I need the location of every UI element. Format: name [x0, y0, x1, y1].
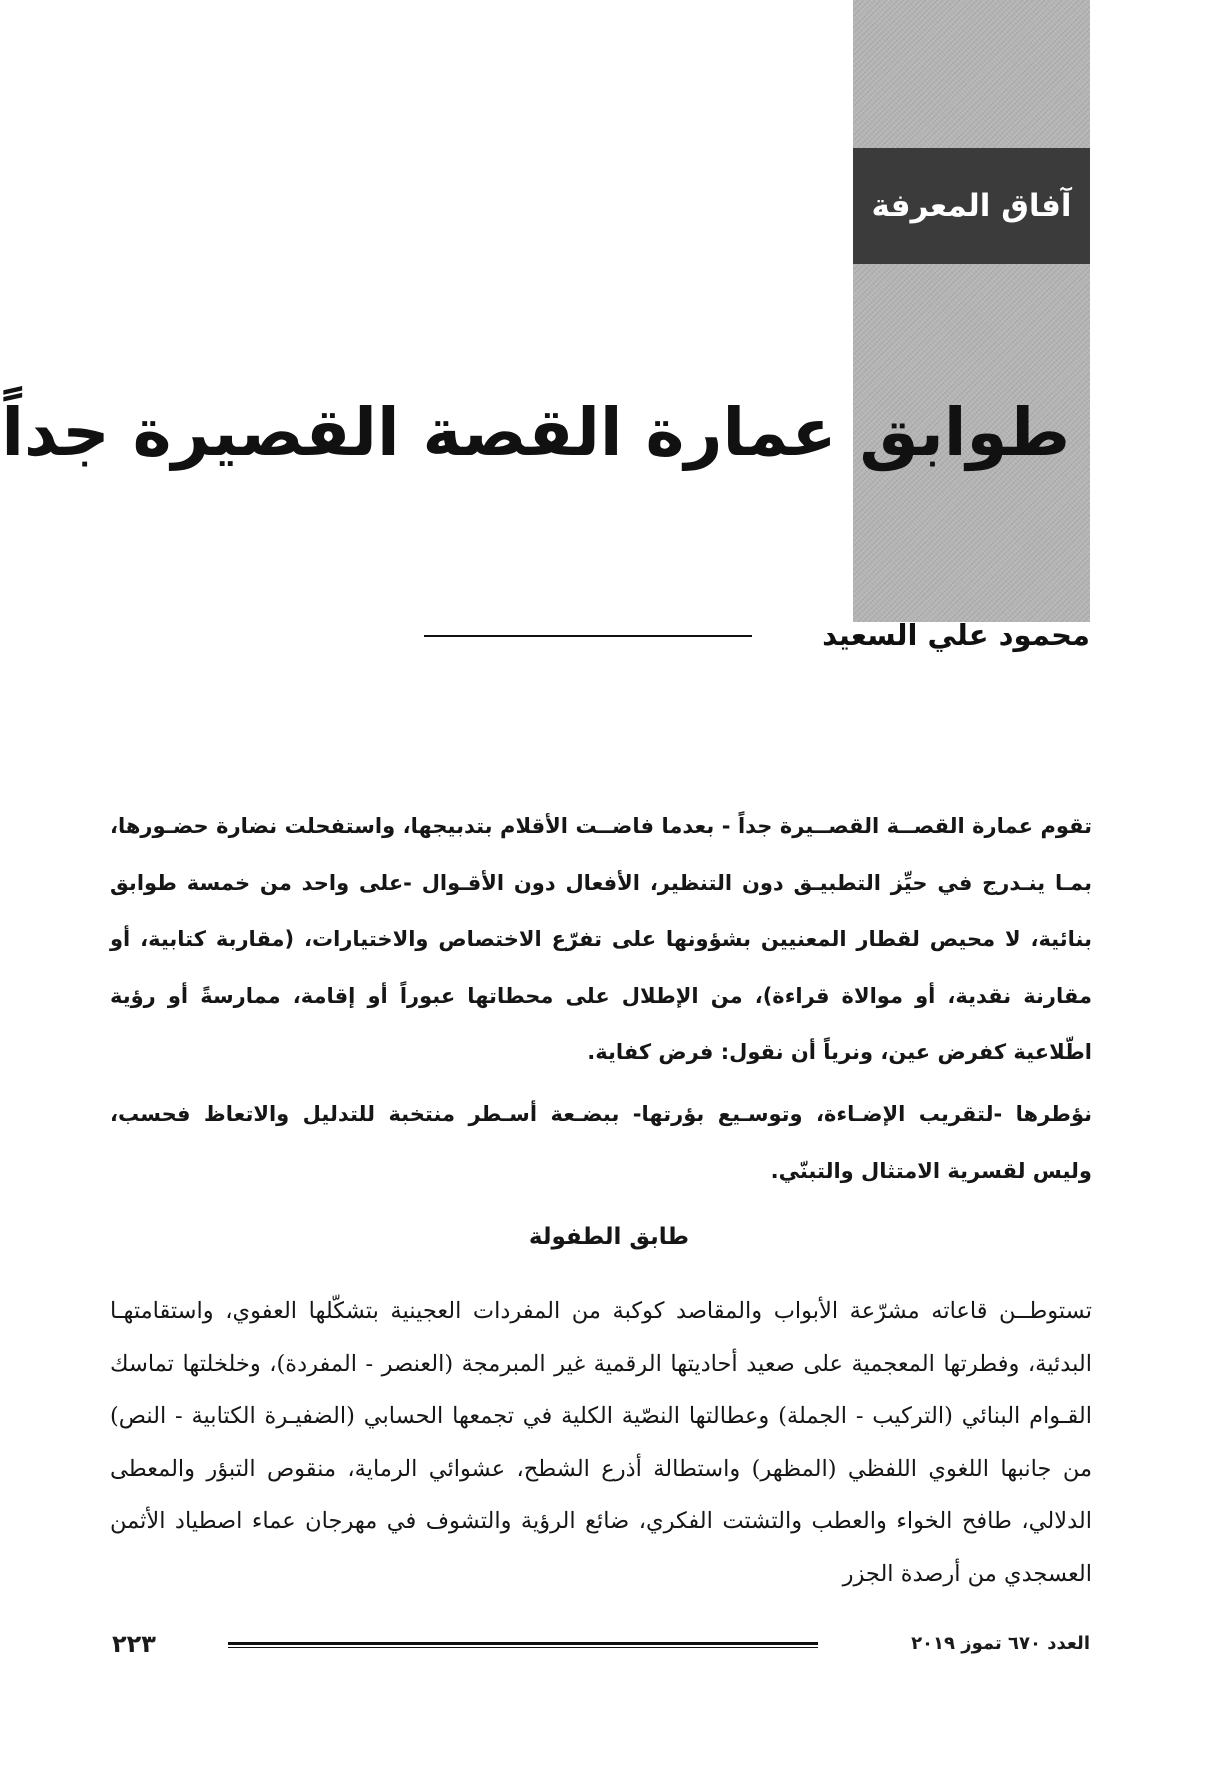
author-divider-line [424, 635, 752, 637]
body-paragraph: تستوطــن قاعاته مشرّعة الأبواب والمقاصد كوكبة من المفردات العجينية بتشكّلها العفوي، واستقامتهـا البدئية، وفطرتها المعجمية على صعيد أحاديتها الرقمية غير المبرمجة (العنصر - المفردة)، وخلخلتها تماسك القـوام البنائي (التركيب - الجملة) وعطالتها النصّية الكلية في تجمعها الحسابي (الضفيـرة الكتابية - النص) من جانبها اللغوي اللفظي (المظهر) واستطالة أذرع الشطح، عشوائي الرماية، منقوص التبؤر والمعطى الدلالي، طافح الخواء والعطب والتشتت الفكري، ضائع الرؤية والتشوف في مهرجان عماء اصطياد الأثمن العسجدي من أرصدة الجزر [110, 1298, 1092, 1587]
author-name: محمود علي السعيد [822, 618, 1090, 652]
footer-divider-line [228, 1642, 818, 1648]
decorative-grey-block-top [853, 0, 1090, 148]
page-footer [0, 1626, 1218, 1666]
page-number: ٢٢٣ [112, 1630, 156, 1658]
section-subheading: طابق الطفولة [528, 1224, 690, 1250]
section-label: آفاق المعرفة [853, 148, 1090, 264]
article-title: طوابق عمارة القصة القصيرة جداً [1, 394, 1070, 471]
author-row [136, 610, 1090, 660]
intro-paragraph-2: نؤطرها -لتقريب الإضـاءة، وتوسـيع بؤرتها- ببضـعة أسـطر منتخبة للتدليل والاتعاظ فحسب، وليس لقسرية الامتثال والتبنّي. [110, 1102, 1092, 1183]
intro-paragraph-1: تقوم عمارة القصــة القصــيرة جداً - بعدما فاضــت الأقلام بتدبيجها، واستفحلت نضارة حضـورها، بمـا ينـدرج في حيِّز التطبيـق دون التنظير، الأفعال دون الأقـوال -على واحد من خمسة طوابق بنائية، لا محيص لقطار المعنيين بشؤونها على تفرّع الاختصاص والاختيارات، (مقاربة كتابية، أو مقارنة نقدية، أو موالاة قراءة)، من الإطلال على محطاتها عبوراً أو إقامة، ممارسةً أو رؤية اطّلاعية كفرض عين، ونرياً أن نقول: فرض كفاية. [110, 814, 1092, 1064]
issue-info: العدد ٦٧٠ تموز ٢٠١٩ [911, 1633, 1090, 1654]
